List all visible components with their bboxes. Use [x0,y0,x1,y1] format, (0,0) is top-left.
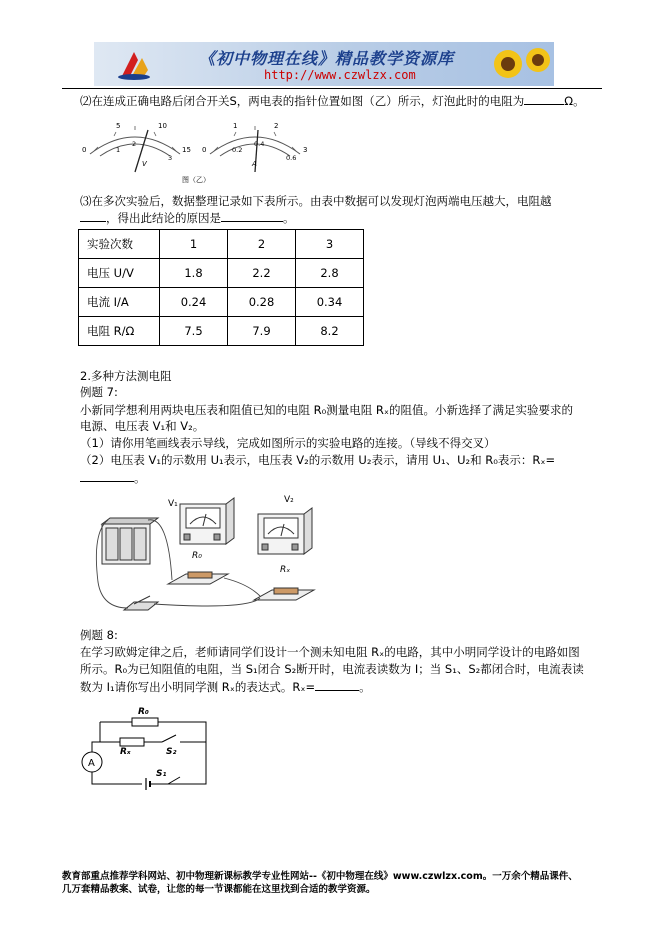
table-cell: 电阻 R/Ω [79,317,160,346]
resistor-rx-icon [254,588,314,600]
table-cell: 3 [296,230,364,259]
svg-text:A: A [88,758,95,769]
svg-text:0: 0 [202,146,207,154]
svg-text:15: 15 [182,146,191,154]
voltmeter-v2-icon [258,508,312,554]
svg-text:R₀: R₀ [192,551,202,561]
svg-text:3: 3 [303,146,308,154]
table-row [79,230,364,259]
svg-text:S₁: S₁ [156,769,167,779]
svg-text:Rₓ: Rₓ [280,565,291,575]
data-table [78,229,364,346]
svg-text:V: V [142,160,147,168]
svg-text:10: 10 [158,122,167,130]
svg-text:V₁: V₁ [168,499,178,509]
table-cell: 1.8 [160,259,228,288]
example8-title: 例题 8: [80,628,118,642]
svg-text:3: 3 [168,154,173,162]
header-rule [62,88,602,89]
s1-switch [168,777,180,784]
table-row [79,317,364,346]
example7-title: 例题 7: [80,385,118,399]
example8-line3: 数为 I₁请你写出小明同学测 Rₓ的表达式。Rₓ= 。 [80,680,371,694]
figure-caption: 图（乙） [182,176,210,184]
meters-figure [80,112,320,186]
table-cell: 8.2 [296,317,364,346]
example7-apparatus-figure [88,492,348,616]
banner-url[interactable]: http://www.czwlzx.com [264,68,416,82]
table-cell: 0.24 [160,288,228,317]
s2-switch [162,735,176,742]
battery-pack-icon [102,518,158,564]
footer-line2: 几万套精品教案、试卷，让您的每一节课都能在这里找到合适的教学资源。 [62,884,376,895]
svg-text:0.2: 0.2 [232,146,243,154]
svg-text:0: 0 [82,146,87,154]
example7-line1: 小新同学想利用两块电压表和阻值已知的电阻 R₀测量电阻 Rₓ的阻值。小新选择了满足实验要求的 [80,403,574,417]
example8-line1: 在学习欧姆定律之后，老师请同学们设计一个测未知电阻 Rₓ的电路，其中小明同学设计的电路如图 [80,645,580,659]
table-cell: 电流 I/A [79,288,160,317]
table-cell: 0.34 [296,288,364,317]
example8-circuit [76,702,226,798]
svg-text:Rₓ: Rₓ [120,747,131,757]
table-cell: 7.9 [228,317,296,346]
site-banner [94,42,554,86]
example7-line5: 。 [80,470,146,486]
example7-line2: 电源、电压表 V₁和 V₂。 [80,419,205,433]
svg-text:1: 1 [116,146,121,154]
table-cell: 实验次数 [79,230,160,259]
voltmeter-dial [82,122,191,172]
example7-line3: （1）请你用笔画线表示导线，完成如图所示的实验电路的连接。（导线不得交叉） [80,436,496,450]
voltmeter-v1-icon [180,498,234,544]
table-cell: 2 [228,230,296,259]
table-cell: 1 [160,230,228,259]
site-logo-icon [114,46,154,82]
svg-text:R₀: R₀ [138,707,149,717]
table-row [79,288,364,317]
resistor-r0-icon [168,572,228,584]
svg-text:V₂: V₂ [284,495,294,505]
example8-line2: 所示。R₀为已知阻值的电阻，当 S₁闭合 S₂断开时，电流表读数为 I；当 S₁、S₂都闭合时，电流表读 [80,662,584,676]
rx-resistor [120,738,144,746]
section-heading: 2.多种方法测电阻 [80,369,172,383]
table-cell: 0.28 [228,288,296,317]
svg-text:A: A [252,160,257,168]
q3-line2: ，得出此结论的原因是 。 [80,210,295,226]
table-cell: 7.5 [160,317,228,346]
table-cell: 2.2 [228,259,296,288]
svg-text:0.6: 0.6 [286,154,297,162]
svg-text:5: 5 [116,122,121,130]
svg-text:2: 2 [274,122,279,130]
r0-resistor [132,718,158,726]
svg-text:2: 2 [132,140,137,148]
footer-line1: 教育部重点推荐学科网站、初中物理新课标教学专业性网站--《初中物理在线》www.czwlzx.com。一万余个精品课件、 [62,871,578,882]
ammeter-dial [202,122,307,172]
example7-line4: （2）电压表 V₁的示数用 U₁表示，电压表 V₂的示数用 U₂表示，请用 U₁、U₂和 R₀表示：Rₓ= [80,453,556,467]
table-cell: 2.8 [296,259,364,288]
table-cell: 电压 U/V [79,259,160,288]
q2-text: ⑵在连成正确电路后闭合开关S，两电表的指针位置如图（乙）所示，灯泡此时的电阻为 Ω。 [80,94,585,108]
table-row [79,259,364,288]
banner-title: 《初中物理在线》精品教学资源库 [199,49,455,68]
svg-text:1: 1 [233,122,238,130]
svg-text:S₂: S₂ [166,747,177,757]
sunflower-icon [486,42,554,86]
svg-text:0.4: 0.4 [254,140,265,148]
switch-icon [124,596,158,610]
q3-line1: ⑶在多次实验后，数据整理记录如下表所示。由表中数据可以发现灯泡两端电压越大，电阻越 [80,194,552,208]
